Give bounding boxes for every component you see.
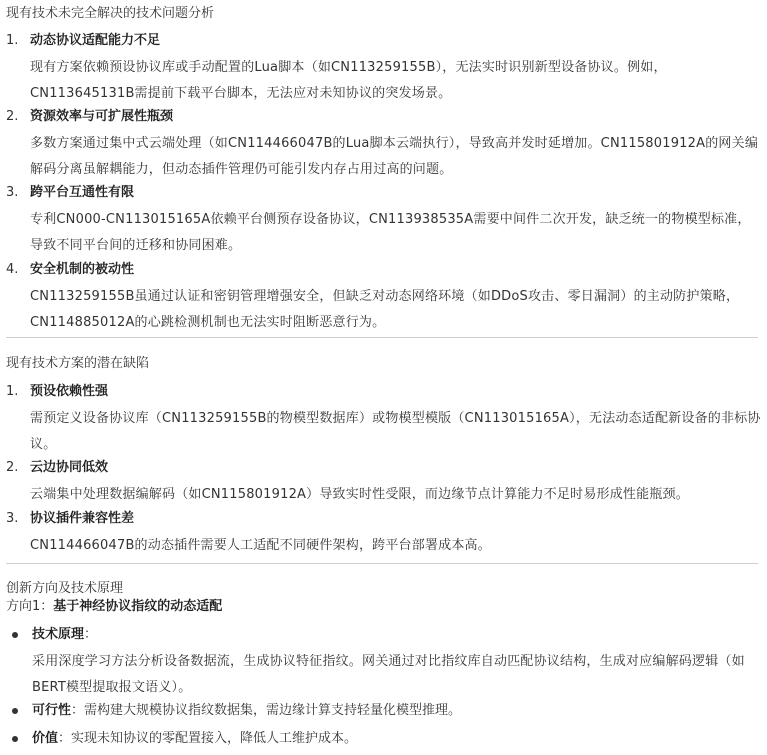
item-body: 需预定义设备协议库（CN113259155B的物模型数据库）或物模型模版（CN113015165A），无法动态适配新设备的非标协议。 [30,411,761,452]
item-title: 预设依赖性强 [30,384,109,399]
item-number: 1. [6,384,19,399]
bullet-label: 技术原理 [32,627,85,642]
divider [6,563,758,564]
bullet-label: 价值 [32,731,59,746]
bullet-label-line [32,626,97,644]
item-title: 跨平台互通性有限 [30,185,135,200]
item-body: 云端集中处理数据编解码（如CN115801912A）导致实时性受限，而边缘节点计算能力不足时易形成性能瓶颈。 [30,487,689,502]
item-body: 专利CN000-CN113015165A依赖平台侧预存设备协议，CN113938535A需要中间件二次开发，缺乏统一的物模型标准，导致不同平台间的迁移和协同困难。 [30,212,751,253]
item-number: 4. [6,262,19,277]
item-number: 3. [6,511,19,526]
bullet-dot-icon [12,736,18,742]
bullet-colon: ： [58,731,72,746]
divider [6,337,758,338]
item-number: 1. [6,33,19,48]
bullet-label: 可行性 [32,703,72,718]
section-heading: 创新方向及技术原理 [6,581,124,596]
item-body: CN114466047B的动态插件需要人工适配不同硬件架构，跨平台部署成本高。 [30,538,491,553]
item-number: 3. [6,185,19,200]
item-title: 安全机制的被动性 [30,262,135,277]
bullet-label-line [32,702,461,720]
bullet-dot-icon [12,632,18,638]
item-title: 资源效率与可扩展性瓶颈 [30,109,174,124]
item-title: 协议插件兼容性差 [30,511,135,526]
item-title: 动态协议适配能力不足 [30,33,161,48]
item-body: 现有方案依赖预设协议库或手动配置的Lua脚本（如CN113259155B），无法实时识别新型设备协议。例如，CN113645131B需提前下载平台脚本，无法应对未知协议的突发场景。 [30,60,667,101]
section-heading: 现有技术方案的潜在缺陷 [6,356,150,371]
direction-heading [6,598,222,616]
direction-prefix: 方向1： [6,599,54,614]
bullet-inline-text: 实现未知协议的零配置接入，降低人工维护成本。 [71,731,358,746]
bullet-label-line [32,730,357,748]
bullet-body: 采用深度学习方法分析设备数据流，生成协议特征指纹。网关通过对比指纹库自动匹配协议结构，生成对应编解码逻辑（如BERT模型提取报文语义）。 [32,654,745,695]
item-body: CN113259155B虽通过认证和密钥管理增强安全，但缺乏对动态网络环境（如DDoS攻击、零日漏洞）的主动防护策略，CN114885012A的心跳检测机制也无法实时阻断恶意行为。 [30,289,740,330]
section-heading: 现有技术未完全解决的技术问题分析 [6,6,215,21]
bullet-inline-text: 需构建大规模协议指纹数据集，需边缘计算支持轻量化模型推理。 [84,703,462,718]
bullet-colon: ： [84,627,98,642]
direction-title: 基于神经协议指纹的动态适配 [53,599,223,614]
bullet-colon: ： [71,703,85,718]
item-title: 云边协同低效 [30,460,109,475]
item-number: 2. [6,109,19,124]
item-number: 2. [6,460,19,475]
item-body: 多数方案通过集中式云端处理（如CN114466047B的Lua脚本云端执行），导致高并发时延增加。CN115801912A的网关编解码分离虽解耦能力，但动态插件管理仍可能引发内存占用过高的问题。 [30,136,759,177]
bullet-dot-icon [12,708,18,714]
